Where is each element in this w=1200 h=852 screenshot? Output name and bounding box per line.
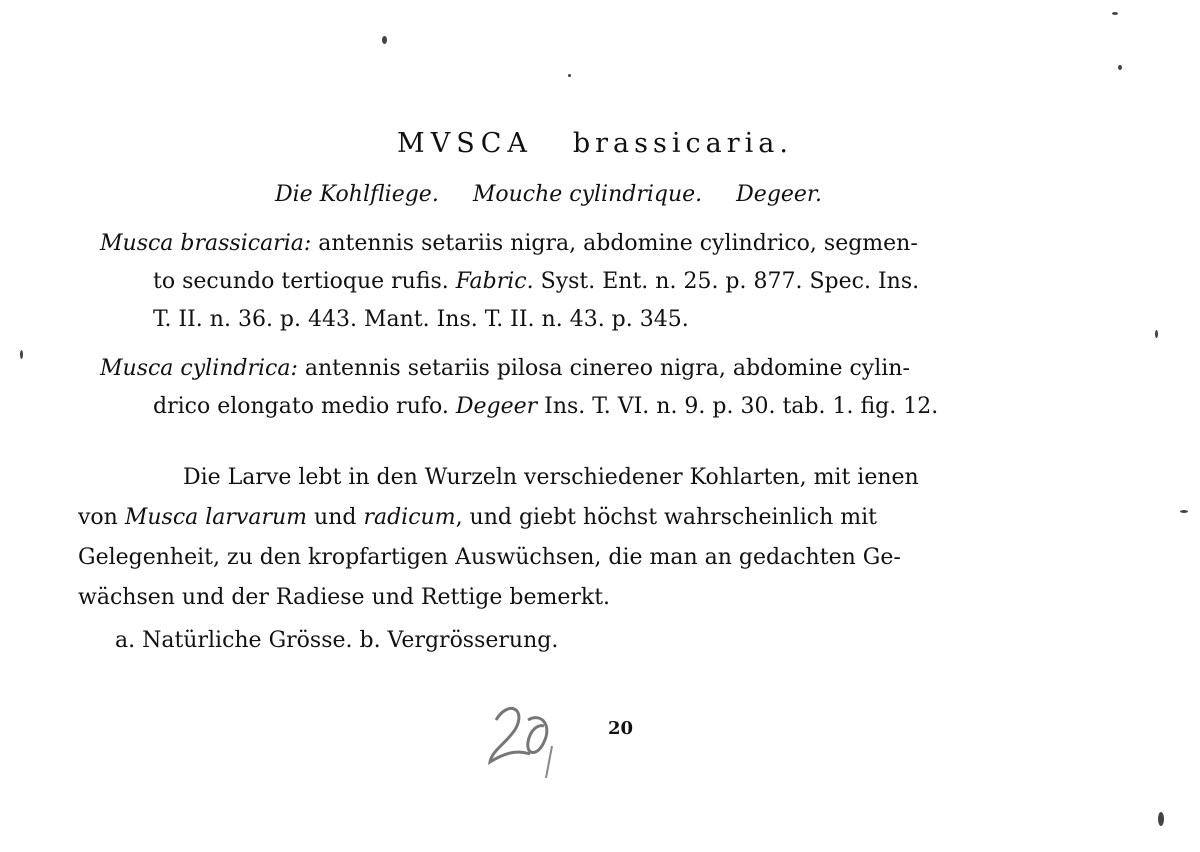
page-title <box>0 128 1190 159</box>
synonym-name: Musca brassicaria: <box>100 231 312 256</box>
paper-speck <box>568 74 571 77</box>
synonym-text: to secundo tertioque rufis. <box>153 269 456 294</box>
description-line: Gelegenheit, zu den kropfartigen Auswüchsen, die man an gedachten Ge- <box>78 545 901 570</box>
reference-author: Degeer <box>455 394 538 419</box>
description-text: , und giebt höchst wahrscheinlich mit <box>455 505 877 530</box>
synonym-cylindrica <box>100 350 1110 426</box>
title-species: brassicaria. <box>572 128 793 159</box>
species-name: Musca larvarum <box>124 505 308 530</box>
description-text: und <box>307 505 364 530</box>
paper-speck <box>20 350 23 359</box>
description-line: wächsen und der Radiese und Rettige bemerkt. <box>78 585 611 610</box>
description-line <box>78 498 1108 538</box>
paper-speck <box>1112 12 1118 15</box>
synonym-text: antennis setariis pilosa cinereo nigra, abdomine cylin- <box>297 356 910 381</box>
german-name: Die Kohlfliege. <box>275 182 439 207</box>
paper-speck <box>1155 330 1158 338</box>
synonym-name: Musca cylindrica: <box>100 356 298 381</box>
title-genus: MVSCA <box>397 128 533 159</box>
paper-speck <box>382 36 387 44</box>
synonym-line: T. II. n. 36. p. 443. Mant. Ins. T. II. n. 43. p. 345. <box>153 307 689 332</box>
author-name: Degeer. <box>736 182 823 207</box>
page-number: 20 <box>608 718 634 739</box>
handwritten-mark <box>478 690 568 800</box>
species-name: radicum <box>363 505 456 530</box>
paper-speck <box>1180 510 1188 513</box>
synonym-text: drico elongato medio rufo. <box>153 394 456 419</box>
synonym-line <box>100 263 1110 301</box>
reference-author: Fabric. <box>455 269 534 294</box>
synonym-text: Ins. T. VI. n. 9. p. 30. tab. 1. fig. 12. <box>537 394 939 419</box>
synonym-line <box>100 225 1110 263</box>
common-names <box>275 182 856 207</box>
synonym-brassicaria <box>100 225 1110 339</box>
synonym-text: Syst. Ent. n. 25. p. 877. Spec. Ins. <box>533 269 920 294</box>
synonym-line <box>100 388 1110 426</box>
french-name: Mouche cylindrique. <box>472 182 703 207</box>
paper-speck <box>1118 65 1122 70</box>
synonym-line <box>100 350 1110 388</box>
figure-legend: a. Natürliche Grösse. b. Vergrösserung. <box>115 628 559 653</box>
description-paragraph <box>78 458 1108 618</box>
paper-speck <box>1158 812 1164 826</box>
synonym-text: antennis setariis nigra, abdomine cylindrico, segmen- <box>311 231 918 256</box>
description-text: von <box>78 505 125 530</box>
description-line: Die Larve lebt in den Wurzeln verschiedener Kohlarten, mit ienen <box>183 465 919 490</box>
